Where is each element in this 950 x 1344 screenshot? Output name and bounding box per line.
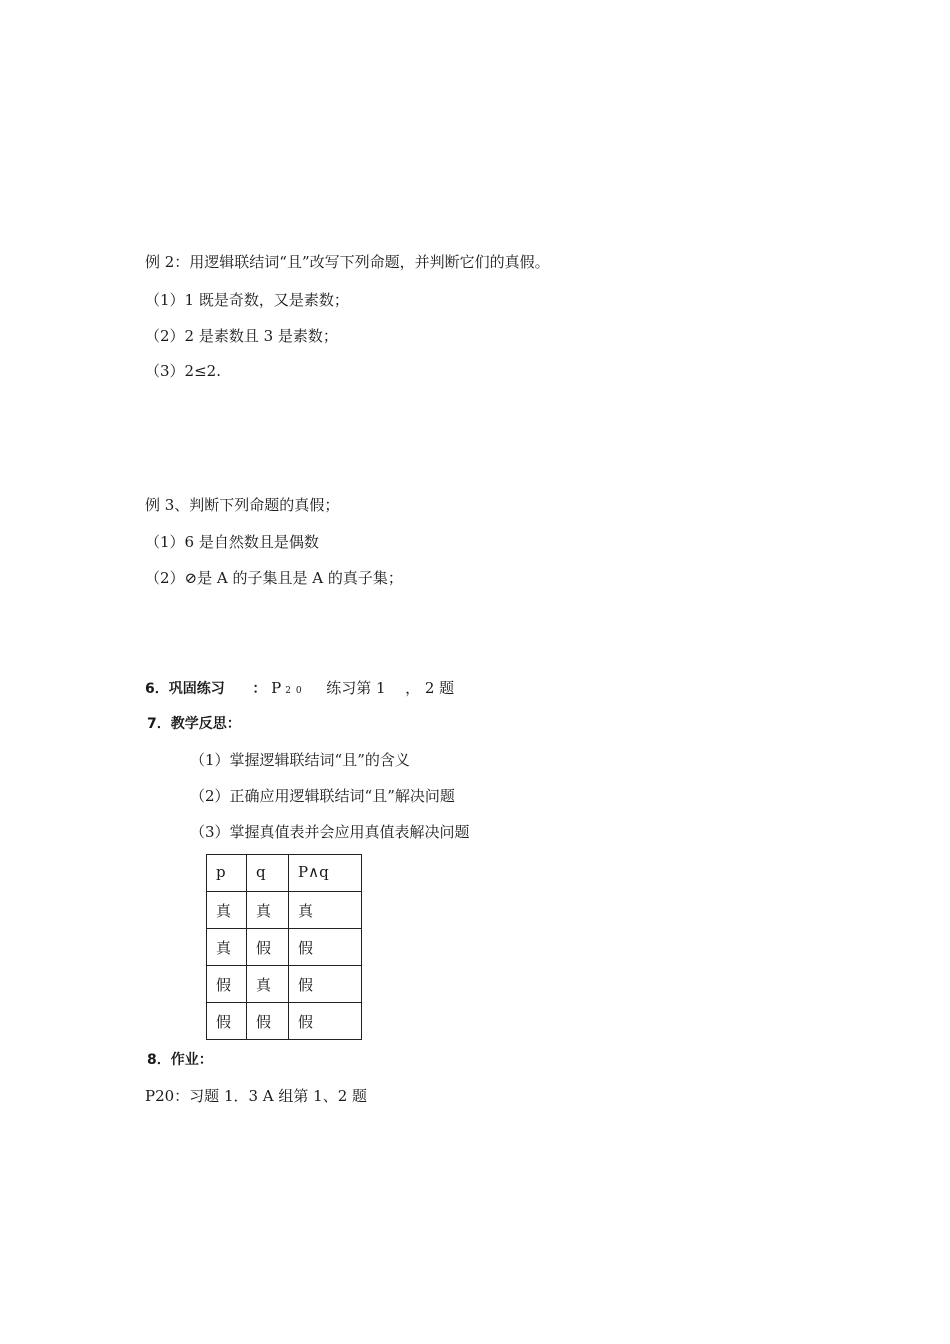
truth-table bbox=[206, 854, 362, 1040]
table-header-cell: p bbox=[207, 855, 247, 892]
section6-practice bbox=[145, 678, 454, 701]
table-cell: 假 bbox=[247, 1003, 289, 1040]
section6-label: 6．巩固练习 bbox=[145, 681, 225, 697]
example3-item-1: （1）6 是自然数且是偶数 bbox=[145, 533, 319, 551]
section6-end: 2 题 bbox=[424, 679, 455, 697]
example2-item-3: （3）2≤2. bbox=[145, 362, 221, 380]
section7-item-2: （2）正确应用逻辑联结词“且”解决问题 bbox=[190, 787, 455, 805]
example2-item-1: （1）1 既是奇数，又是素数； bbox=[145, 291, 349, 309]
table-cell: 假 bbox=[207, 1003, 247, 1040]
section7-item-3: （3）掌握真值表并会应用真值表解决问题 bbox=[190, 823, 470, 841]
section8-label: 8．作业： bbox=[147, 1052, 213, 1068]
table-cell: 真 bbox=[289, 892, 362, 929]
table-cell: 假 bbox=[289, 1003, 362, 1040]
section6-comma: ， bbox=[405, 679, 421, 697]
table-row bbox=[207, 966, 362, 1003]
table-cell: 假 bbox=[289, 929, 362, 966]
section7-label: 7．教学反思： bbox=[147, 716, 241, 732]
table-header-row bbox=[207, 855, 362, 892]
table-cell: 真 bbox=[247, 892, 289, 929]
example2-item-2: （2）2 是素数且 3 是素数； bbox=[145, 327, 338, 345]
table-row bbox=[207, 892, 362, 929]
table-header-cell: q bbox=[247, 855, 289, 892]
section6-rest: 练习第 1 bbox=[326, 679, 386, 697]
table-header-cell: P∧q bbox=[289, 855, 362, 892]
table-cell: 假 bbox=[289, 966, 362, 1003]
section6-p: P bbox=[271, 679, 282, 697]
table-cell: 真 bbox=[247, 966, 289, 1003]
table-cell: 真 bbox=[207, 929, 247, 966]
section7-item-1: （1）掌握逻辑联结词“且”的含义 bbox=[190, 751, 410, 769]
example2-heading: 例 2：用逻辑联结词“且”改写下列命题，并判断它们的真假。 bbox=[145, 253, 550, 271]
table-row bbox=[207, 929, 362, 966]
section6-colon: ： bbox=[252, 681, 267, 697]
example3-heading: 例 3、判断下列命题的真假； bbox=[145, 496, 340, 514]
table-cell: 真 bbox=[207, 892, 247, 929]
section8-homework: P20：习题 1．3 A 组第 1、2 题 bbox=[145, 1087, 368, 1105]
table-row bbox=[207, 1003, 362, 1040]
table-cell: 假 bbox=[207, 966, 247, 1003]
section6-sub: 20 bbox=[285, 686, 307, 696]
table-cell: 假 bbox=[247, 929, 289, 966]
example3-item-2: （2）⊘是 A 的子集且是 A 的真子集； bbox=[145, 569, 403, 587]
